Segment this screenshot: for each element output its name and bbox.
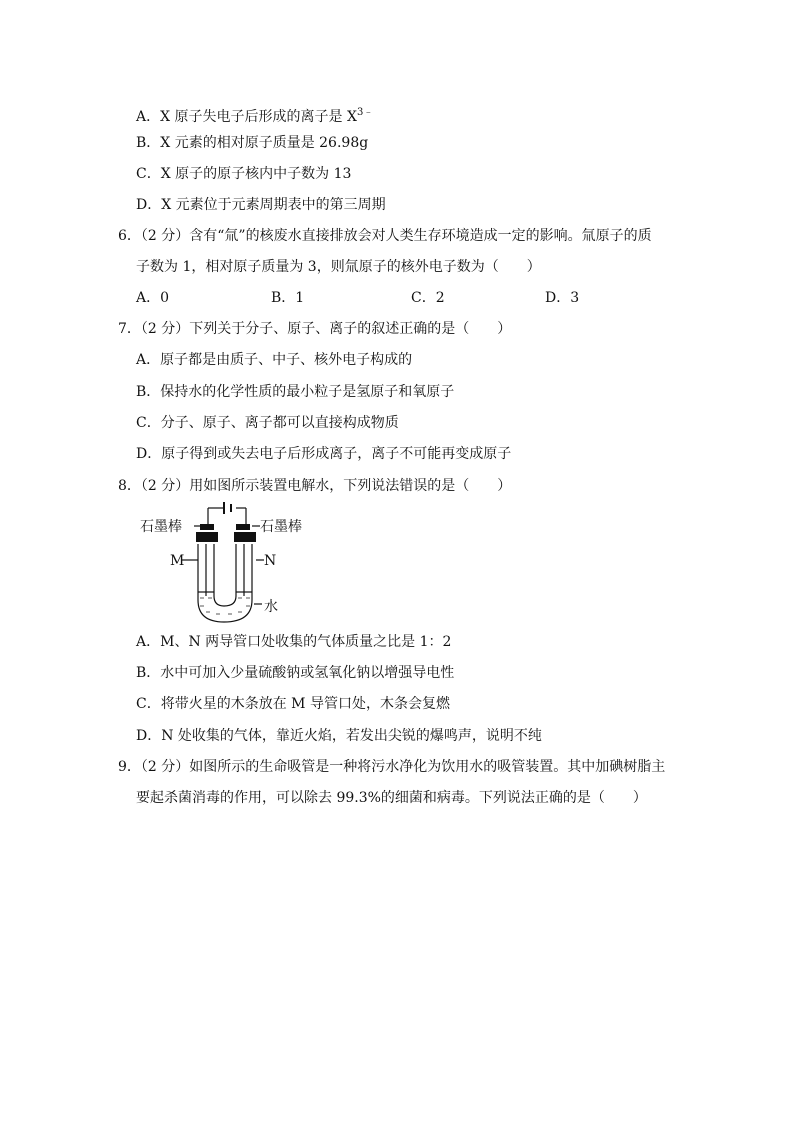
- q7-option-b: B．保持水的化学性质的最小粒子是氢原子和氧原子: [136, 384, 455, 400]
- q8-option-c: C．将带火星的木条放在 M 导管口处，木条会复燃: [136, 696, 450, 712]
- q8-option-b: B．水中可加入少量硫酸钠或氢氧化钠以增强导电性: [136, 665, 455, 681]
- q6-option-d: D．3: [545, 290, 580, 306]
- q8-option-a: A．M、N 两导管口处收集的气体质量之比是 1：2: [136, 634, 452, 650]
- q5-option-b: B．X 元素的相对原子质量是 26.98g: [136, 135, 369, 151]
- q5-option-c: C．X 原子的原子核内中子数为 13: [136, 166, 352, 182]
- water-label: 水: [264, 599, 278, 615]
- q7-stem: 7．（2 分）下列关于分子、原子、离子的叙述正确的是（ ）: [118, 321, 512, 337]
- q5-option-a-text: A．X 原子失电子后形成的离子是 X: [136, 109, 357, 125]
- m-label: M: [170, 553, 185, 569]
- q8-option-d: D．N 处收集的气体，靠近火焰，若发出尖锐的爆鸣声，说明不纯: [136, 728, 542, 744]
- q5-option-a-superscript: 3﹣: [356, 107, 374, 118]
- q7-option-a: A．原子都是由质子、中子、核外电子构成的: [136, 352, 413, 368]
- q6-option-c: C．2: [411, 290, 445, 306]
- n-label: N: [264, 553, 277, 569]
- q7-option-d: D．原子得到或失去电子后形成离子，离子不可能再变成原子: [136, 446, 512, 462]
- q5-option-d: D．X 元素位于元素周期表中的第三周期: [136, 197, 386, 213]
- right-electrode-label: 石墨棒: [260, 519, 302, 535]
- q6-stem-line1: 6．（2 分）含有“氚”的核废水直接排放会对人类生存环境造成一定的影响。氚原子的质: [118, 228, 652, 244]
- q7-option-c: C．分子、原子、离子都可以直接构成物质: [136, 415, 399, 431]
- q9-stem-line2: 要起杀菌消毒的作用，可以除去 99.3%的细菌和病毒。下列说法正确的是（ ）: [136, 790, 647, 806]
- electrolysis-apparatus-drawing: [136, 500, 316, 626]
- q6-option-b: B．1: [271, 290, 305, 306]
- q6-stem-line2: 子数为 1，相对原子质量为 3，则氚原子的核外电子数为（ ）: [136, 259, 541, 275]
- q8-stem: 8．（2 分）用如图所示装置电解水，下列说法错误的是（ ）: [118, 478, 512, 494]
- q6-option-a: A．0: [136, 290, 170, 306]
- electrolysis-figure: [136, 500, 316, 626]
- left-electrode-label: 石墨棒: [140, 519, 182, 535]
- q9-stem-line1: 9．（2 分）如图所示的生命吸管是一种将污水净化为饮用水的吸管装置。其中加碘树脂主: [118, 759, 666, 775]
- q5-option-a: [136, 103, 373, 127]
